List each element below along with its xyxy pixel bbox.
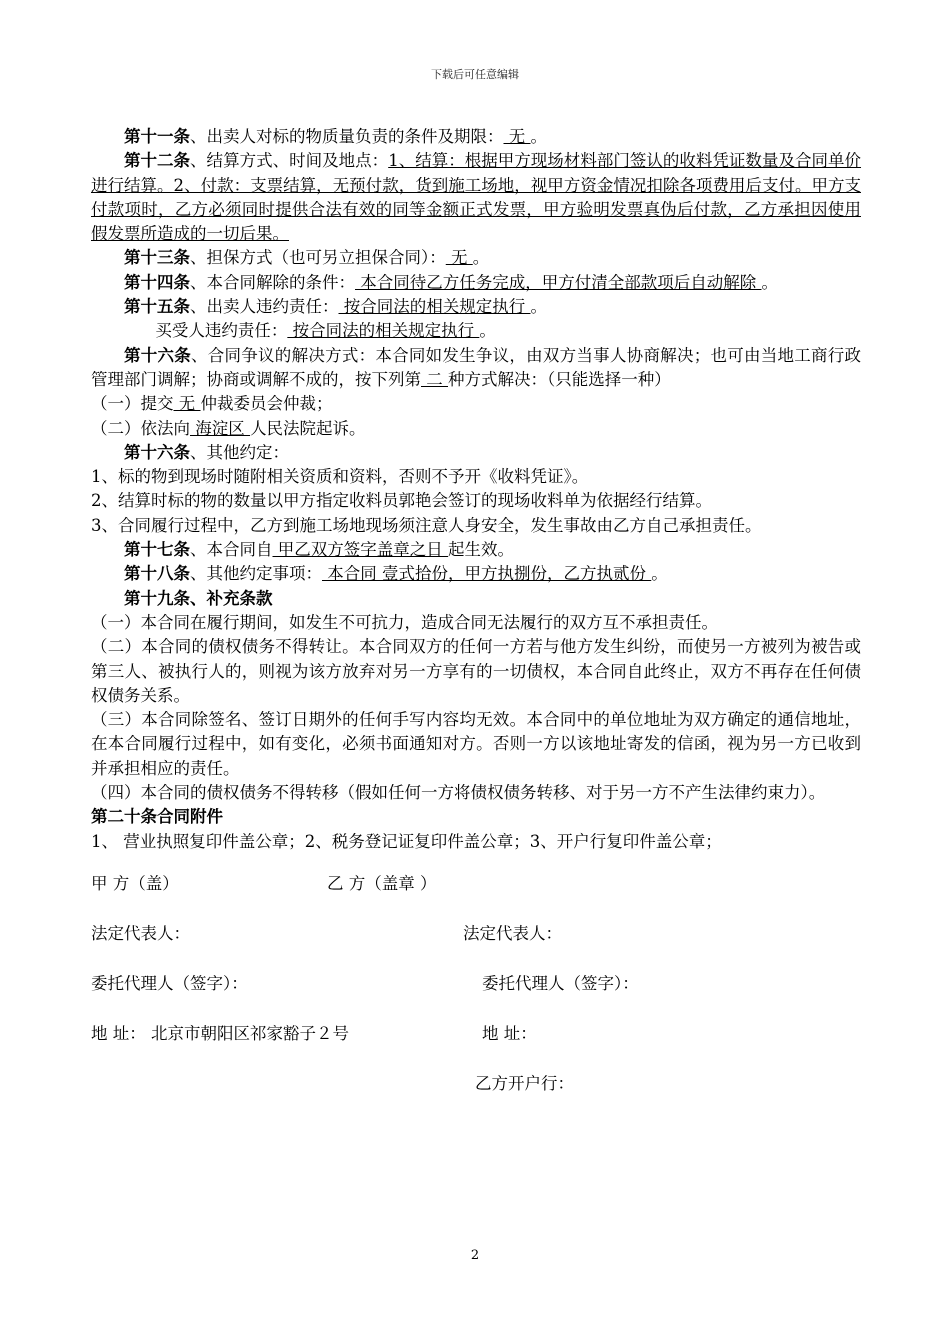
other-item: 2、结算时标的物的数量以甲方指定收料员郭艳会签订的现场收料单为依据经行结算。: [91, 491, 712, 511]
supplement-item: （三）本合同除签名、签订日期外的任何手写内容均无效。本合同中的单位地址为双方确定的通信地址，在本合同履行过程中，如有变化，必须书面通知对方。否则一方以该地址寄发的信函，视为另一方已收到并承担相应的责任。: [91, 710, 861, 778]
filled-value: 本合同 壹式拾份，甲方执捌份，乙方执贰份: [322, 564, 652, 584]
article-15-buyer: 买受人违约责任： 按合同法的相关规定执行 。: [155, 321, 496, 341]
article-18: 第十八条、其他约定事项： 本合同 壹式拾份，甲方执捌份，乙方执贰份 。: [124, 564, 668, 584]
dispute-option-1: （一）提交 无 仲裁委员会仲裁；: [91, 394, 333, 414]
article-label: 第十八条: [124, 564, 190, 584]
article-label: 第十二条: [124, 151, 191, 171]
article-label: 第十三条: [124, 248, 190, 268]
signature-agents: [91, 972, 861, 996]
other-item: 1、标的物到现场时随附相关资质和资料，否则不予开《收料凭证》。: [91, 467, 589, 487]
other-item: 3、合同履行过程中，乙方到施工场地现场须注意人身安全，发生事故由乙方自己承担责任。: [91, 515, 762, 535]
article-16-other: 第十六条、其他约定：: [124, 442, 289, 462]
article-15: 第十五条、出卖人违约责任： 按合同法的相关规定执行 。: [124, 297, 547, 317]
party-b-bank: 乙方开户行：: [475, 1073, 574, 1093]
article-label: 第十五条: [124, 297, 190, 317]
article-label: 第十六条: [124, 345, 192, 365]
page-header: 下载后可任意编辑: [431, 68, 519, 81]
party-a-agent: 委托代理人（签字）：: [91, 973, 248, 993]
article-label: 第十七条: [124, 540, 190, 560]
article-12: 第十二条、结算方式、时间及地点：1、结算：根据甲方现场材料部门签认的收料凭证数量及合同单价进行结算。2、付款：支票结算，无预付款，货到施工场地，视甲方资金情况扣除各项费用后支付。甲方支付款项时，乙方必须同时提供合法有效的同等金额正式发票，甲方验明发票真伪后付款，乙方承担因使用假发票所造成的一切后果。: [91, 151, 862, 244]
article-label: 第十六条: [124, 442, 190, 462]
signature-addresses: [91, 1022, 861, 1046]
supplement-item: （二）本合同的债权债务不得转让。本合同双方的任何一方若与他方发生纠纷，而使另一方被列为被告或第三人、被执行人的，则视为该方放弃对另一方享有的一切债权，本合同自此终止，双方不再存在任何债权债务关系。: [91, 637, 861, 705]
article-13: 第十三条、担保方式（也可另立担保合同）： 无 。: [124, 248, 490, 268]
article-17: 第十七条、本合同自 甲乙双方签字盖章之日 起生效。: [124, 540, 514, 560]
signature-representatives: [91, 922, 861, 946]
supplement-item: （四）本合同的债权债务不得转移（假如任何一方将债权债务转移、对于另一方不产生法律约束力）。: [91, 783, 826, 803]
party-b-label: 乙 方（盖章 ）: [327, 873, 437, 893]
contract-body: [91, 125, 861, 1096]
article-20: [91, 805, 861, 829]
filled-value: 按合同法的相关规定执行: [338, 297, 531, 317]
filled-value: 二: [421, 369, 448, 389]
article-label: 第十一条: [124, 127, 190, 146]
party-a-label: 甲 方（盖）: [91, 873, 179, 893]
filled-value: 无: [445, 248, 473, 268]
filled-value: 本合同待乙方任务完成，甲方付清全部款项后自动解除: [355, 272, 762, 292]
filled-value: 按合同法的相关规定执行: [287, 321, 480, 341]
filled-value: 无: [503, 127, 531, 146]
signature-bank: [91, 1072, 861, 1096]
party-a-rep: 法定代表人：: [91, 923, 190, 943]
filled-value: 1、结算：根据甲方现场材料部门签认的收料凭证数量及合同单价进行结算。2、付款：支票结算，无预付款，货到施工场地，视甲方资金情况扣除各项费用后支付。甲方支付款项时，乙方必须同时提供合法有效的同等金额正式发票，甲方验明发票真伪后付款，乙方承担因使用假发票所造成的一切后果。: [91, 151, 862, 244]
party-a-address: 地 址： 北京市朝阳区祁家豁子２号: [91, 1023, 349, 1043]
article-label: 第十四条: [124, 272, 190, 292]
party-b-rep: 法定代表人：: [463, 923, 562, 943]
page-number: 2: [470, 1248, 480, 1263]
article-19: [91, 587, 861, 611]
article-label: 第二十条合同附件: [91, 807, 223, 827]
article-14: 第十四条、本合同解除的条件： 本合同待乙方任务完成，甲方付清全部款项后自动解除 。: [124, 272, 778, 292]
attachments: 1、 营业执照复印件盖公章；2、税务登记证复印件盖公章；3、开户行复印件盖公章；: [91, 831, 722, 851]
article-11: 第十一条、出卖人对标的物质量负责的条件及期限： 无 。: [124, 127, 547, 146]
party-b-address: 地 址：: [482, 1023, 537, 1043]
article-label: 第十九条、补充条款: [124, 588, 273, 608]
signature-parties: [91, 872, 861, 896]
article-16: 第十六条、合同争议的解决方式：本合同如发生争议，由双方当事人协商解决；也可由当地工商行政管理部门调解；协商或调解不成的，按下列第 二 种方式解决：（只能选择一种）: [91, 345, 862, 389]
dispute-option-2: （二）依法向 海淀区 人民法院起诉。: [91, 418, 366, 438]
filled-value: 海淀区: [190, 418, 250, 438]
filled-value: 无: [173, 394, 201, 414]
filled-value: 甲乙双方签字盖章之日: [272, 540, 448, 560]
supplement-item: （一）本合同在履行期间，如发生不可抗力，造成合同无法履行的双方互不承担责任。: [91, 612, 718, 632]
party-b-agent: 委托代理人（签字）：: [482, 973, 639, 993]
